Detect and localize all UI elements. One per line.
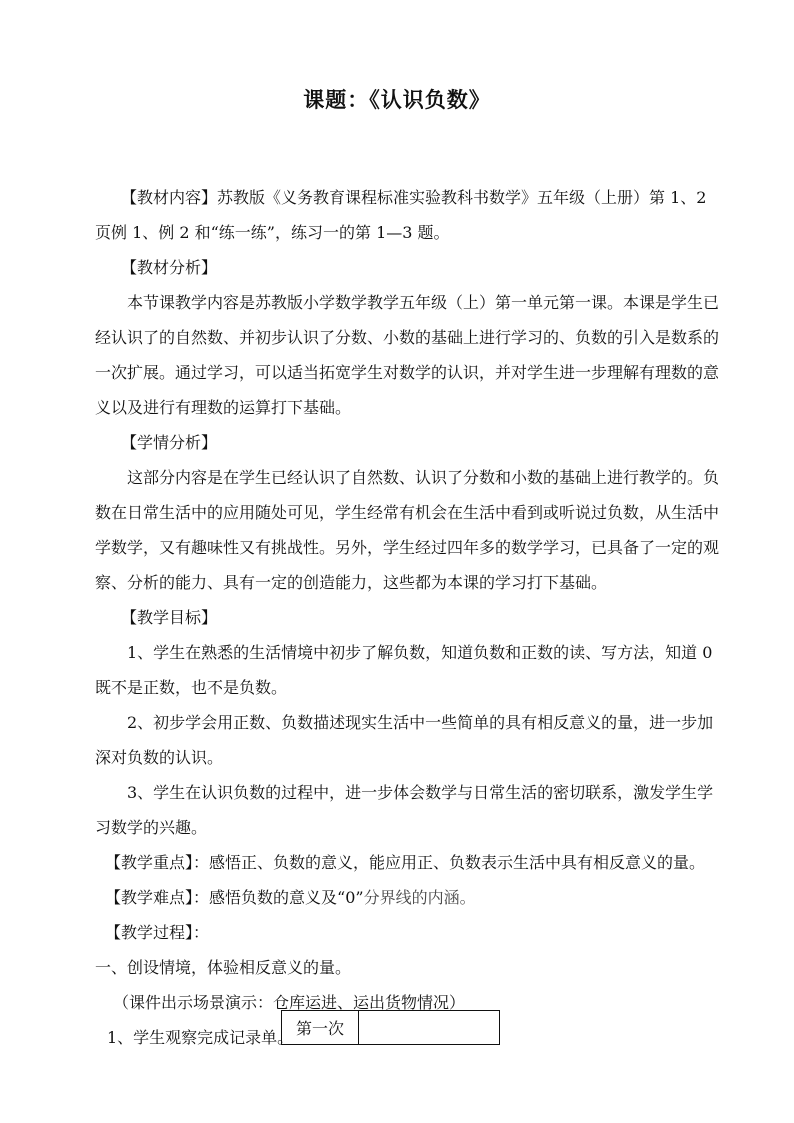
goal-2-line-1: 2、初步学会用正数、负数描述现实生活中一些简单的具有相反意义的量，进一步加 — [127, 713, 714, 732]
analysis-line-2: 经认识了的自然数、并初步认识了分数、小数的基础上进行学习的、负数的引入是数系的 — [95, 328, 720, 347]
page-title: 课题：《认识负数》 — [303, 87, 491, 112]
difficulty — [95, 883, 725, 912]
learner-line-3: 学数学，又有趣味性又有挑战性。另外，学生经过四年多的数学学习，已具备了一定的观 — [95, 538, 720, 557]
learner-line-4: 察、分析的能力、具有一定的创造能力，这些都为本课的学习打下基础。 — [95, 573, 608, 592]
key-point-text: ：感悟正、负数的意义，能应用正、负数表示生活中具有相反意义的量。 — [193, 853, 706, 872]
record-table — [281, 1010, 500, 1045]
material-text-cont: 页例 1、例 2 和“练一练”，练习一的第 1—3 题。 — [95, 223, 450, 242]
table-row — [282, 1011, 500, 1045]
material-text: 苏教版《义务教育课程标准实验教科书数学》五年级（上册）第 1、2 — [217, 188, 707, 207]
goal-2-line-2: 深对负数的认识。 — [95, 748, 224, 767]
goal-1-line-2: 既不是正数，也不是负数。 — [95, 678, 288, 697]
process-sub-1: 1、学生观察完成记录单。 — [107, 1028, 294, 1047]
difficulty-label: 【教学难点】 — [105, 888, 194, 907]
analysis-line-4: 义以及进行有理数的运算打下基础。 — [95, 398, 352, 417]
process-step-1: 一、创设情境，体验相反意义的量。 — [95, 958, 352, 977]
analysis-line-3: 一次扩展。通过学习，可以适当拓宽学生对数学的认识，并对学生进一步理解有理数的意 — [95, 363, 720, 382]
process-heading: 【教学过程】： — [105, 923, 210, 942]
material-label: 【教材内容】 — [121, 188, 218, 207]
key-point-label: 【教学重点】 — [105, 853, 194, 872]
document-body — [95, 183, 725, 1052]
difficulty-text-a: ：感悟负数的意义及“0” — [193, 888, 364, 907]
record-value-cell[interactable] — [359, 1011, 500, 1045]
key-point — [95, 848, 725, 877]
goal-1-line-1: 1、学生在熟悉的生活情境中初步了解负数，知道负数和正数的读、写方法，知道 0 — [127, 643, 713, 662]
difficulty-text-b: 分界线的内涵。 — [363, 888, 476, 907]
goals-heading: 【教学目标】 — [121, 608, 218, 627]
goal-3-line-2: 习数学的兴趣。 — [95, 818, 208, 837]
learner-line-1: 这部分内容是在学生已经认识了自然数、认识了分数和小数的基础上进行教学的。负 — [127, 468, 720, 487]
goal-3-line-1: 3、学生在认识负数的过程中，进一步体会数学与日常生活的密切联系，激发学生学 — [127, 783, 714, 802]
record-label-cell: 第一次 — [282, 1011, 359, 1045]
analysis-heading: 【教材分析】 — [121, 258, 218, 277]
learner-line-2: 数在日常生活中的应用随处可见，学生经常有机会在生活中看到或听说过负数，从生活中 — [95, 503, 720, 522]
analysis-line-1: 本节课教学内容是苏教版小学数学教学五年级（上）第一单元第一课。本课是学生已 — [127, 293, 720, 312]
material-paragraph — [95, 183, 725, 212]
process-note: （课件出示场景演示：仓库运进、运出货物情况） — [113, 993, 466, 1012]
learner-heading: 【学情分析】 — [121, 433, 218, 452]
